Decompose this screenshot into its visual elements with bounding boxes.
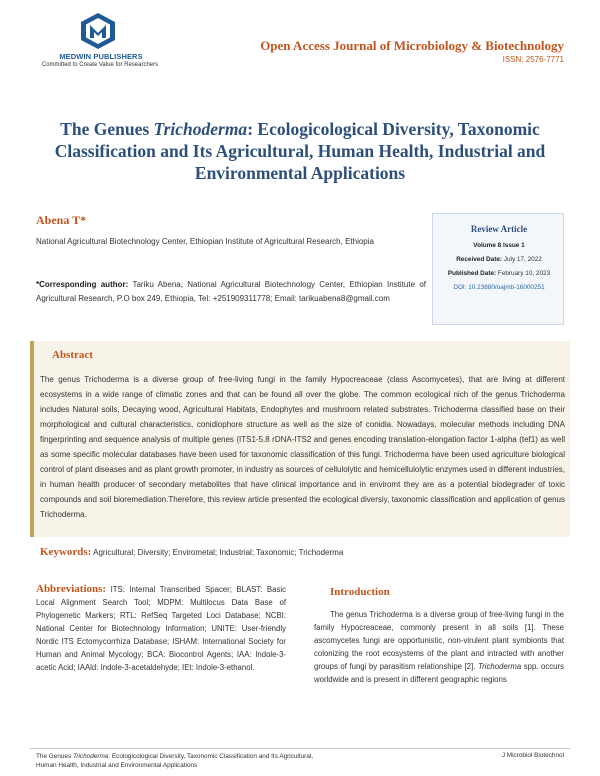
title-line-3: Environmental Applications xyxy=(194,163,406,183)
footer-title-line-2: Human Health, Industrial and Environmental Applications xyxy=(36,762,198,769)
published-date xyxy=(433,270,565,277)
keywords-label: Keywords: xyxy=(40,546,92,558)
corresponding-details: Tariku Abena, National Agricultural Biotechnology Center, Ethiopian Institute of Agricultural Research, P.O box 249, Ethiopia, Tel: +251909311778; Email: tarikuabena8@gmail.com xyxy=(36,280,427,303)
doi-link[interactable]: DOI: 10.23880/oajmb-16000251 xyxy=(453,284,545,291)
received-label: Received Date: xyxy=(456,256,503,263)
article-type: Review Article xyxy=(470,224,528,234)
paper-title xyxy=(30,118,570,184)
intro-text-part-2: spp. occurs worldwide and is present in different geographic regions xyxy=(314,662,564,684)
article-volume xyxy=(433,242,565,249)
journal-title: Open Access Journal of Microbiology & Biotechnology xyxy=(260,38,564,53)
corresponding-author xyxy=(36,278,426,306)
footer-title-start: The Genues xyxy=(36,753,73,760)
published-label: Published Date: xyxy=(447,270,497,277)
footer-running-title xyxy=(36,752,396,770)
author-affiliation: National Agricultural Biotechnology Center, Ethiopian Institute of Agricultural Research, Ethiopia xyxy=(36,237,374,246)
journal-issn: ISSN: 2576-7771 xyxy=(502,55,564,64)
published-value: February 10, 2023 xyxy=(496,270,551,277)
received-value: July 17, 2022 xyxy=(502,256,542,263)
footer-journal-abbrev: J Microbiol Biotechnol xyxy=(501,752,564,759)
volume-text: Volume 8 Issue 1 xyxy=(473,242,525,249)
footer-genus-italic: Trichoderma xyxy=(72,753,109,760)
title-line-2: Classification and Its Agricultural, Human Health, Industrial and xyxy=(54,141,546,161)
introduction-heading: Introduction xyxy=(330,586,390,598)
introduction-text xyxy=(314,608,564,686)
abbreviations-text: ITS: Internal Transcribed Spacer; BLAST: Basic Local Alignment Search Tool; MDPM: Multilocus Data Base of Phylogenetic Markers; RTL: RefSeq Targeted Loci Database; NCBI: National Center for Biotechnology Information; UNITE: User-friendly Nordic ITS Ectomycorrhiza Database; ISHAM: International Society for Human and Animal Mycology; BCA: Biocontrol Agents; IAA: Indole-3-acetic Acid; IAAld: Indole-3-acetaldehyde; IEt: Indole-3-ethanol. xyxy=(36,585,286,672)
intro-text-part-1: The genus Trichoderma is a diverse group of free-living fungi in the family Hypocreaceae, commonly present in all soils [1]. These ascomycetes fungi are opportunistic, non-virulent plant symbionts that colonizing the root ecosystems of the plant and intracted with another groups of fungi by parasitism relationshipe [2]. xyxy=(314,610,564,671)
title-genus-italic: Trichoderma xyxy=(153,119,248,139)
author-name: Abena T* xyxy=(36,213,87,227)
article-info-box xyxy=(432,213,564,325)
keywords xyxy=(40,546,565,558)
intro-genus-italic: Trichoderma xyxy=(477,662,522,671)
corresponding-label: *Corresponding author: xyxy=(36,280,129,289)
footer-title-end: : Ecologicological Diversity, Taxonomic Classification and Its Agricultural, xyxy=(108,753,314,760)
abbreviations-label: Abbreviations: xyxy=(36,583,107,595)
publisher-tagline: Committed to Create Value for Researchers xyxy=(41,62,159,68)
abstract-heading: Abstract xyxy=(52,349,93,361)
title-line-1-end: : Ecologicological Diversity, Taxonomic xyxy=(247,119,540,139)
title-line-1-start: The Genues xyxy=(60,119,154,139)
title-line-1 xyxy=(30,118,570,140)
publisher-name: MEDWIN PUBLISHERS xyxy=(59,52,143,61)
footer-divider xyxy=(30,748,570,749)
abbreviations xyxy=(36,583,286,674)
received-date xyxy=(433,256,565,263)
keywords-list: Agricultural; Diversity; Envirometal; Industrial; Taxonomic; Trichoderma xyxy=(91,548,344,557)
medwin-logo-icon xyxy=(78,12,118,50)
abstract-text: The genus Trichoderma is a diverse group of free-living fungi in the family Hypocreaceae (class Ascomycetes), that are living at different ecosystems in a wide range of climatic zones and that can be found all over the globe. The common ecological nich of the genus Trichoderma includes Natural soils, Decaying wood, Agricultural Habitats, Endophytes and mushroom related substrates. Trichoderma classified base on their morphological and cultural characteristics, conidiophore structure as well as the size of conidia. Nowadays, molecular methods including DNA fingerprinting and sequence analysis of multiple genes (ITS1-5.8 rDNA-ITS2 and genes encoding translation-elongation factor 1-alpha (tef1) as well as some specific molecular databases have been used for taxonomic classification of this fungi. Trichoderma have been used agriculture biological control of plant diseases and as plant growth promoter, in industry as sources of cellulolytic and hemicellulolytic enzymes used in different industries, in human health producer of secondary metabolites that have clinical importance and in enviromt they are as a potential biodegrader of toxic compounds and soil bioremediation.Therefore, this review article presented the ecological diversiy, taxonomic classification and application of genus Trichoderma. xyxy=(40,375,566,519)
